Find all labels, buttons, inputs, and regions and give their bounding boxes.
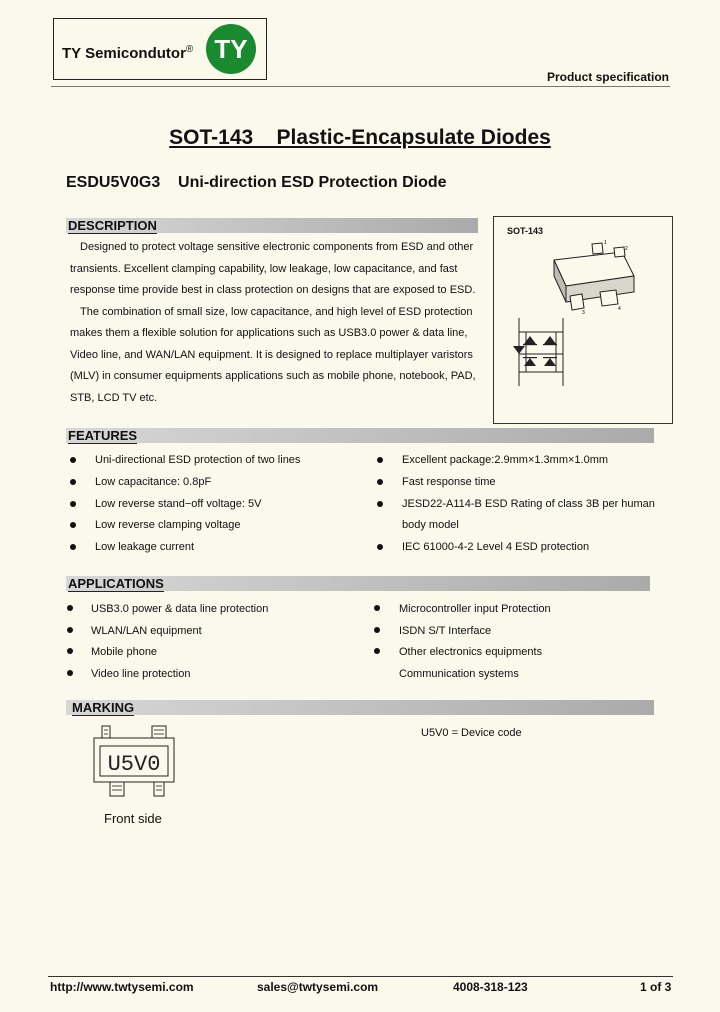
bullet-icon [377, 479, 383, 485]
bullet-icon [377, 501, 383, 507]
feature-item: Low capacitance: 0.8pF [95, 476, 212, 488]
esd-schematic [519, 318, 563, 386]
description-line: Designed to protect voltage sensitive electronic components from ESD and other [80, 241, 474, 253]
package-label: SOT-143 [507, 226, 544, 236]
application-item-continued: Communication systems [399, 668, 519, 680]
description-line: (MLV) in consumer equipments applications such as mobile phone, notebook, PAD, [70, 370, 476, 382]
ty-logo: TY [206, 24, 256, 74]
application-item: Other electronics equipments [399, 646, 543, 658]
description-heading-bar [66, 218, 478, 233]
pin-label: 1 [604, 240, 607, 246]
features-heading-bar [66, 428, 654, 443]
bullet-icon [374, 648, 380, 654]
feature-item: Low leakage current [95, 541, 195, 553]
company-name: TY Semicondutor® [62, 44, 194, 62]
feature-item: Uni-directional ESD protection of two lines [95, 454, 301, 466]
part-number: ESDU5V0G3 [66, 174, 161, 191]
feature-item: JESD22-A114-B ESD Rating of class 3B per human [402, 498, 655, 510]
bullet-icon [70, 544, 76, 550]
bullet-icon [70, 501, 76, 507]
package-lead [600, 290, 618, 306]
bullet-icon [67, 605, 73, 611]
application-item: Microcontroller input Protection [399, 603, 551, 615]
part-heading [66, 174, 447, 192]
description-text [70, 237, 480, 409]
description-line: response time provide best in class protection on designs that are exposed to ESD. [70, 284, 476, 296]
bullet-icon [377, 544, 383, 550]
applications-heading-bar [66, 576, 650, 591]
application-item: USB3.0 power & data line protection [91, 603, 269, 615]
application-item: ISDN S/T Interface [399, 625, 492, 637]
product-specification-label: Product specification [546, 70, 669, 84]
feature-item: Excellent package:2.9mm×1.3mm×1.0mm [402, 454, 609, 466]
description-line: The combination of small size, low capacitance, and high level of ESD protection [80, 305, 473, 318]
header-divider [51, 86, 670, 87]
package-lead [592, 243, 603, 254]
bullet-icon [70, 479, 76, 485]
website-link[interactable]: http://www.twtysemi.com [50, 980, 194, 994]
pin-label: 2 [625, 246, 628, 252]
bullet-icon [70, 522, 76, 528]
marking-code: U5V0 [107, 752, 161, 777]
application-item: Mobile phone [91, 646, 158, 658]
bullet-icon [374, 605, 380, 611]
esd-diode-symbols [513, 336, 557, 366]
sot143-package-drawing [494, 236, 672, 422]
page-number: 1 of 3 [640, 980, 672, 994]
feature-item-continued: body model [402, 519, 459, 531]
feature-item: Low reverse clamping voltage [95, 519, 241, 531]
pin-label: 4 [618, 306, 621, 312]
phone-number: 4008-318-123 [453, 980, 528, 994]
features-heading: FEATURES [68, 428, 138, 443]
description-heading: DESCRIPTION [68, 218, 157, 233]
marking-lead [154, 782, 164, 796]
bullet-icon [67, 627, 73, 633]
description-line: makes them a flexible solution for applications such as USB3.0 power & data line, [70, 327, 468, 339]
bullet-icon [374, 627, 380, 633]
feature-item: Low reverse stand−off voltage: 5V [95, 498, 262, 510]
marking-package-drawing [92, 724, 182, 804]
feature-item: Fast response time [402, 476, 496, 488]
application-item: WLAN/LAN equipment [91, 625, 202, 637]
package-lead [570, 294, 584, 310]
front-side-label: Front side [104, 811, 162, 826]
page-title: SOT-143 Plastic-Encapsulate Diodes [169, 126, 551, 149]
feature-item: IEC 61000-4-2 Level 4 ESD protection [402, 541, 590, 553]
bullet-icon [377, 457, 383, 463]
description-line: transients. Excellent clamping capability, low leakage, low capacitance, and fast [70, 262, 458, 275]
device-code-note: U5V0 = Device code [421, 727, 522, 739]
marking-lead [152, 726, 166, 738]
bullet-icon [67, 648, 73, 654]
pin-label: 3 [582, 310, 585, 316]
application-item: Video line protection [91, 668, 191, 680]
marking-lead [110, 782, 124, 796]
footer-divider [48, 976, 673, 977]
marking-heading: MARKING [72, 700, 135, 715]
email-link[interactable]: sales@twtysemi.com [257, 980, 379, 994]
applications-heading: APPLICATIONS [68, 576, 164, 591]
registered-mark: ® [185, 44, 194, 55]
description-line: STB, LCD TV etc. [70, 391, 158, 404]
part-description: Uni-direction ESD Protection Diode [178, 174, 447, 191]
marking-heading-bar [66, 700, 654, 715]
bullet-icon [70, 457, 76, 463]
package-lead [614, 247, 625, 257]
marking-lead [102, 726, 110, 738]
bullet-icon [67, 670, 73, 676]
description-line: Video line, and WAN/LAN equipment. It is designed to replace multiplayer varistors [70, 348, 473, 361]
